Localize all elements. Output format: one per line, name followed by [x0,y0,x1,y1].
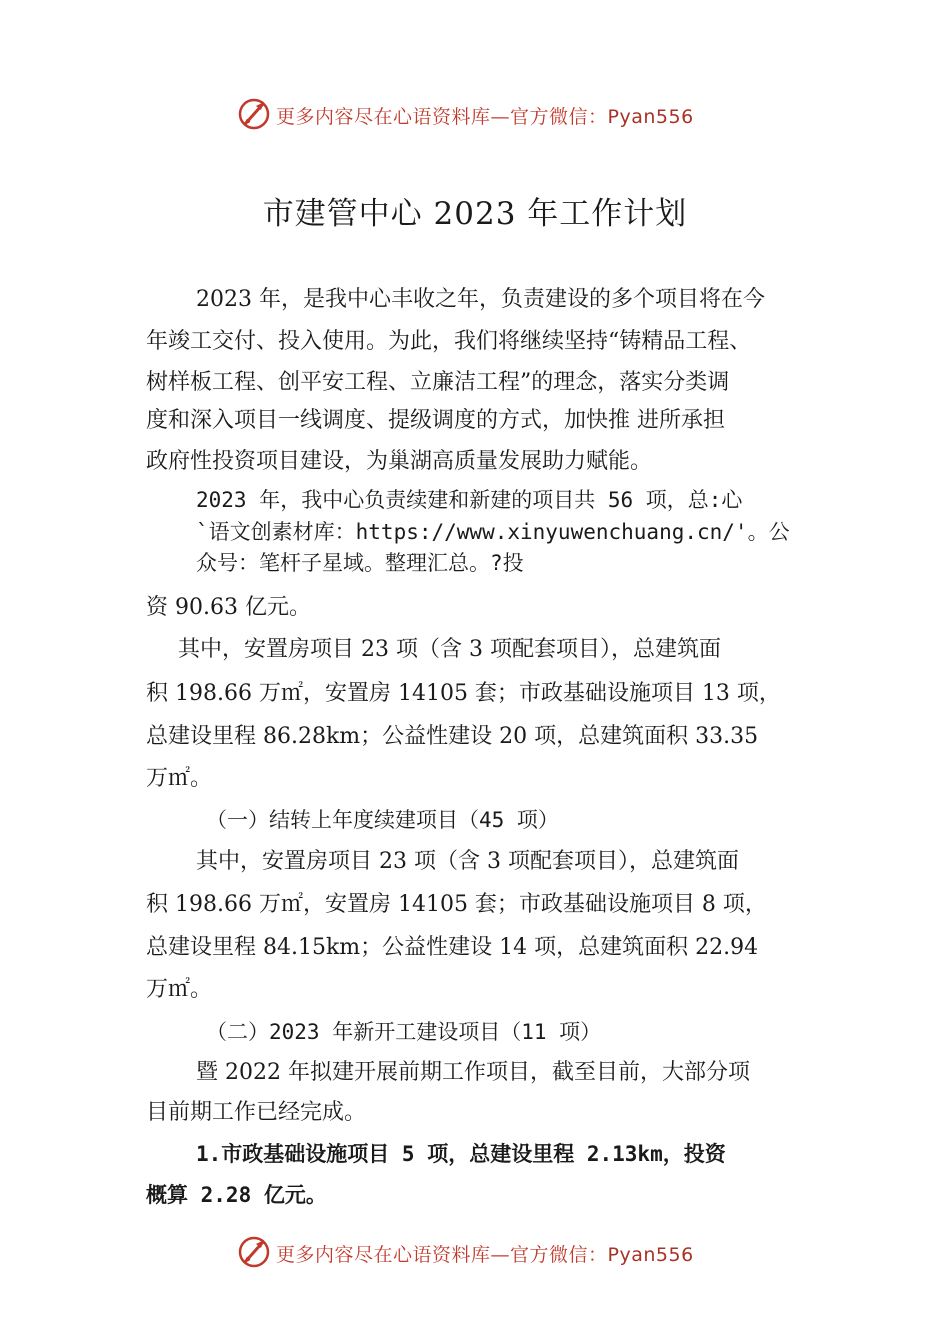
paragraph-line: 积 198.66 万㎡，安置房 14105 套；市政基础设施项目 8 项， [146,892,767,917]
paragraph-line: 其中，安置房项目 23 项（含 3 项配套项目），总建筑面 [178,637,721,662]
paragraph-line: 其中，安置房项目 23 项（含 3 项配套项目），总建筑面 [196,849,739,874]
watermark-text: 更多内容尽在心语资料库—官方微信：Pyan556 [276,1244,694,1266]
paragraph-line: `语文创素材库：https://www.xinyuwenchuang.cn/'。公 [196,520,790,544]
quill-circle-logo-icon [236,1234,272,1270]
paragraph-line: 政府性投资项目建设，为巢湖高质量发展助力赋能。 [146,449,653,474]
paragraph-line: 资 90.63 亿元。 [146,595,311,620]
watermark-text: 更多内容尽在心语资料库—官方微信：Pyan556 [276,106,694,128]
paragraph-line: 万㎡。 [146,766,213,791]
paragraph-line: 目前期工作已经完成。 [146,1100,367,1125]
paragraph-line: 万㎡。 [146,977,213,1002]
watermark-wechat-id: Pyan556 [607,106,694,128]
watermark-wechat-id: Pyan556 [607,1244,694,1266]
subsection-heading: 1.市政基础设施项目 5 项，总建设里程 2.13km，投资 [196,1142,726,1166]
paragraph-line: 年竣工交付、投入使用。为此，我们将继续坚持“铸精品工程、 [146,329,752,354]
paragraph-line: 2023 年，是我中心丰收之年，负责建设的多个项目将在今 [196,287,765,312]
section-heading: （一）结转上年度续建项目（45 项） [206,808,559,832]
paragraph-line: 总建设里程 84.15km；公益性建设 14 项，总建筑面积 22.94 [146,935,759,960]
subsection-heading: 概算 2.28 亿元。 [146,1183,327,1207]
paragraph-line: 2023 年，我中心负责续建和新建的项目共 56 项，总:心 [196,488,743,512]
footer-watermark-banner [0,1232,950,1272]
paragraph-line: 树样板工程、创平安工程、立廉洁工程”的理念，落实分类调 [146,370,730,395]
page-title: 市建管中心 2023 年工作计划 [262,196,688,232]
section-heading: （二）2023 年新开工建设项目（11 项） [206,1020,602,1044]
paragraph-line: 积 198.66 万㎡，安置房 14105 套；市政基础设施项目 13 项， [146,681,781,706]
paragraph-line: 总建设里程 86.28km；公益性建设 20 项，总建筑面积 33.35 [146,724,759,749]
quill-circle-logo-icon [236,96,272,132]
header-watermark-banner [0,94,950,134]
paragraph-line: 众号：笔杆子星域。整理汇总。?投 [196,551,524,575]
paragraph-line: 度和深入项目一线调度、提级调度的方式，加快推 进所承担 [146,408,725,433]
paragraph-line: 暨 2022 年拟建开展前期工作项目，截至目前，大部分项 [196,1060,750,1085]
